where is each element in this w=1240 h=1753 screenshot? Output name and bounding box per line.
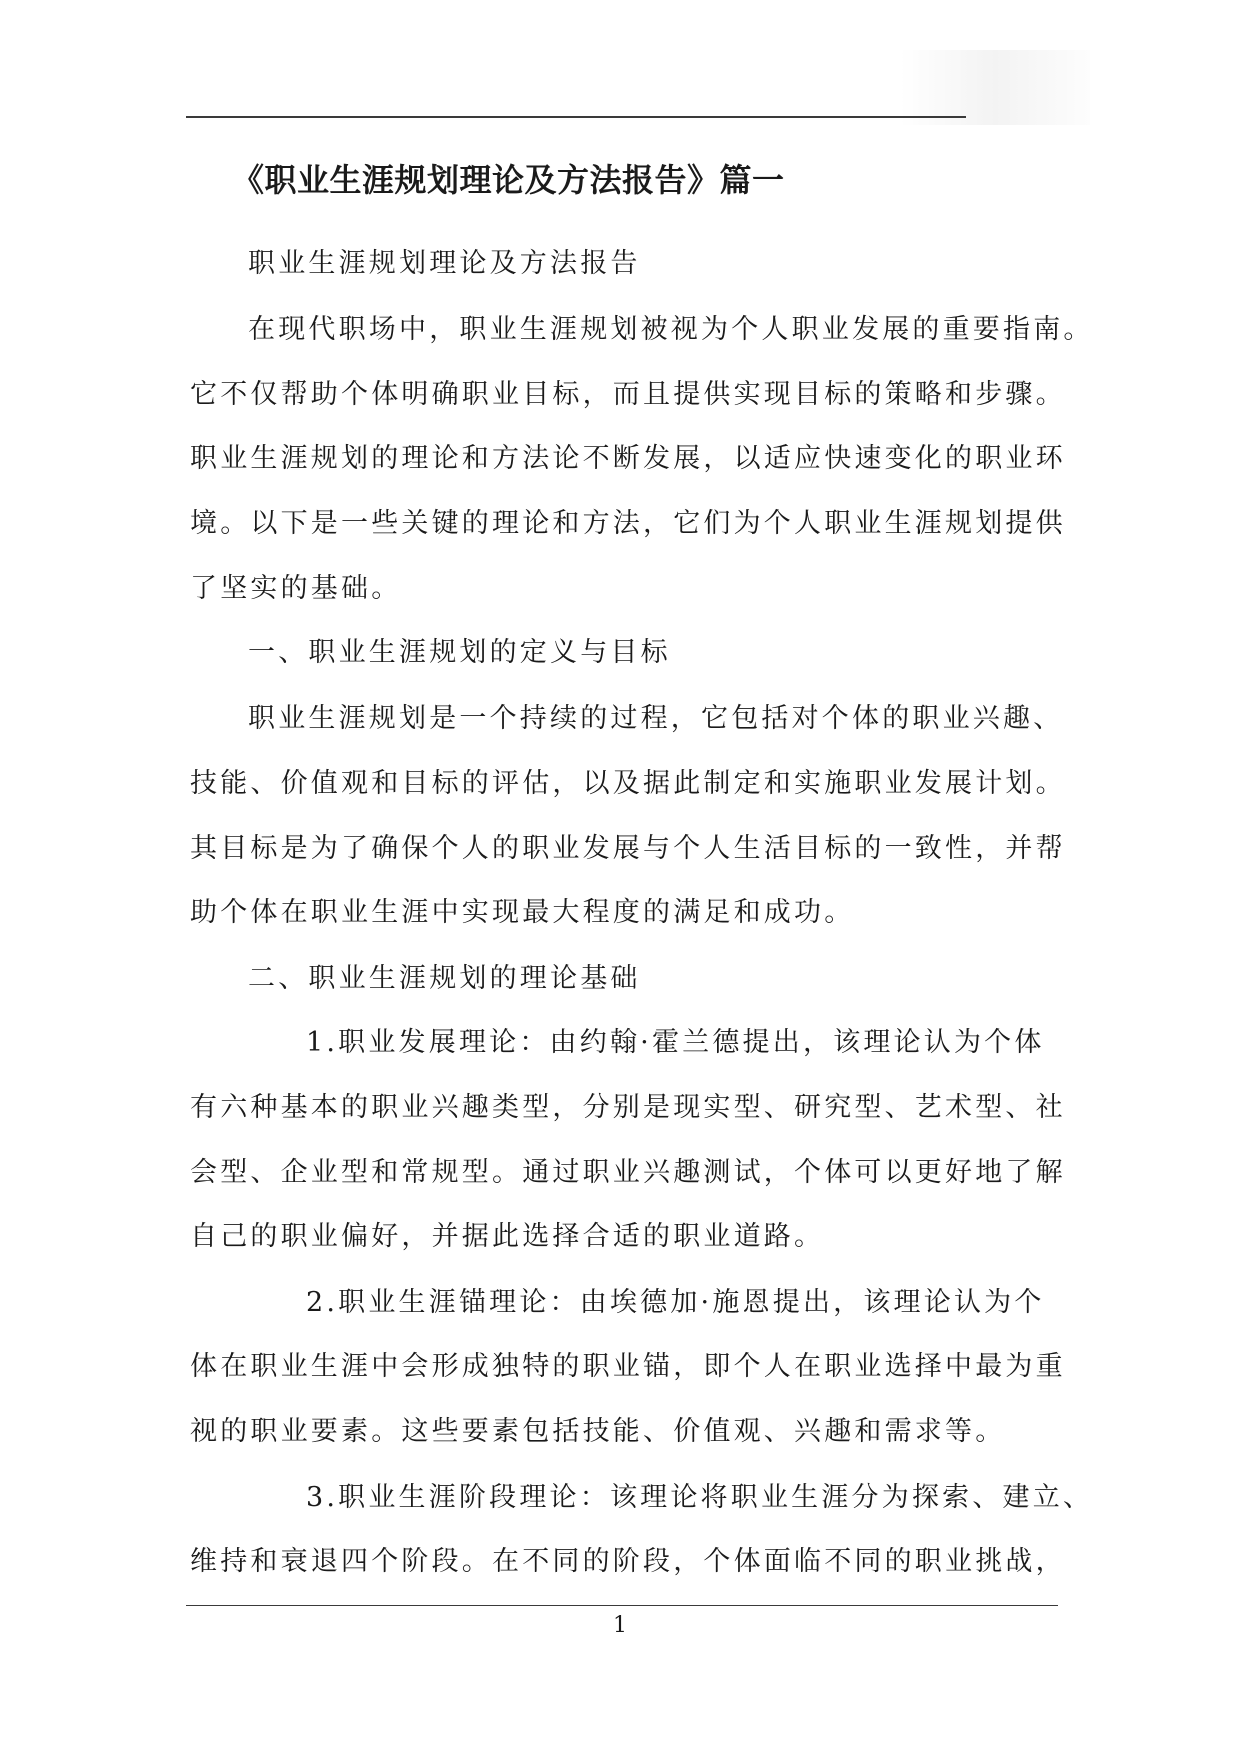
paragraph-line: 在现代职场中，职业生涯规划被视为个人职业发展的重要指南。 <box>248 314 1094 345</box>
paragraph-line: 了坚实的基础。 <box>190 573 402 604</box>
paragraph-line: 其目标是为了确保个人的职业发展与个人生活目标的一致性，并帮 <box>190 833 1066 864</box>
list-item-line: 1.职业发展理论：由约翰·霍兰德提出，该理论认为个体 <box>306 1027 1045 1058</box>
scan-shadow <box>900 50 1090 125</box>
paragraph-line: 维持和衰退四个阶段。在不同的阶段，个体面临不同的职业挑战， <box>190 1546 1066 1577</box>
paragraph-line: 境。以下是一些关键的理论和方法，它们为个人职业生涯规划提供 <box>190 508 1066 539</box>
paragraph-line: 体在职业生涯中会形成独特的职业锚，即个人在职业选择中最为重 <box>190 1351 1066 1382</box>
paragraph-line: 自己的职业偏好，并据此选择合适的职业道路。 <box>190 1221 825 1252</box>
paragraph-line: 它不仅帮助个体明确职业目标，而且提供实现目标的策略和步骤。 <box>190 379 1066 410</box>
footer-rule <box>186 1605 1058 1606</box>
paragraph-line: 有六种基本的职业兴趣类型，分别是现实型、研究型、艺术型、社 <box>190 1092 1066 1123</box>
paragraph-line: 职业生涯规划的理论和方法论不断发展，以适应快速变化的职业环 <box>190 443 1066 474</box>
page-number: 1 <box>613 1613 627 1638</box>
list-item-line: 2.职业生涯锚理论：由埃德加·施恩提出，该理论认为个 <box>306 1287 1045 1318</box>
header-rule <box>186 116 966 118</box>
document-title: 《职业生涯规划理论及方法报告》篇一 <box>232 161 785 199</box>
paragraph-line: 视的职业要素。这些要素包括技能、价值观、兴趣和需求等。 <box>190 1416 1006 1447</box>
section-heading: 二、职业生涯规划的理论基础 <box>248 963 641 994</box>
paragraph-heading: 职业生涯规划理论及方法报告 <box>248 248 641 279</box>
paragraph-line: 职业生涯规划是一个持续的过程，它包括对个体的职业兴趣、 <box>248 703 1064 734</box>
paragraph-line: 会型、企业型和常规型。通过职业兴趣测试，个体可以更好地了解 <box>190 1157 1066 1188</box>
paragraph-line: 技能、价值观和目标的评估，以及据此制定和实施职业发展计划。 <box>190 768 1066 799</box>
section-heading: 一、职业生涯规划的定义与目标 <box>248 637 671 668</box>
list-item-line: 3.职业生涯阶段理论：该理论将职业生涯分为探索、建立、 <box>306 1482 1094 1513</box>
paragraph-line: 助个体在职业生涯中实现最大程度的满足和成功。 <box>190 897 855 928</box>
